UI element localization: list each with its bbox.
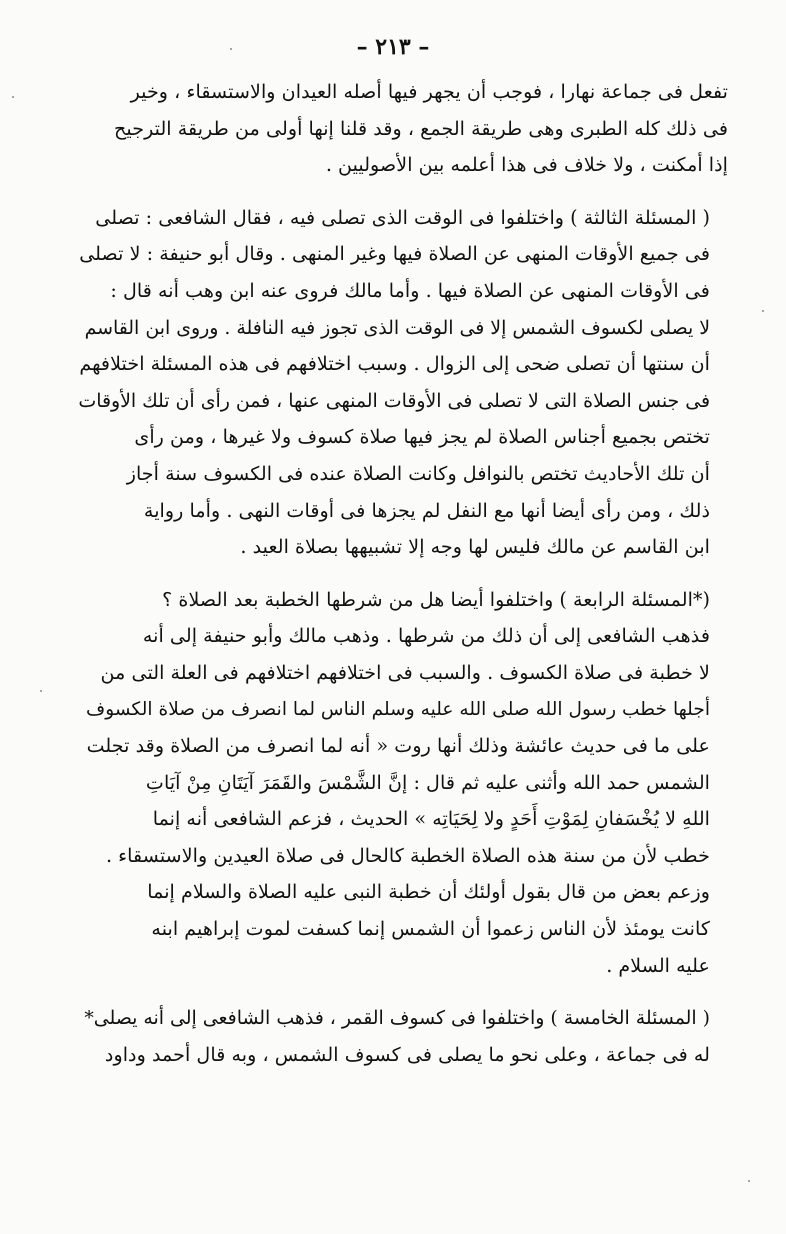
text-line: تفعل فى جماعة نهارا ، فوجب أن يجهر فيها أصله العيدان والاستسقاء ، وخير <box>130 80 728 103</box>
text-line: اللهِ لا يُخْسَفانِ لِمَوْتِ أَحَدٍ ولا لِحَيَاتِه » الحديث ، فزعم الشافعى أنه إنما <box>152 807 710 831</box>
text-line: ( المسئلة الثالثة ) واختلفوا فى الوقت الذى تصلى فيه ، فقال الشافعى : تصلى <box>95 205 710 229</box>
text-line: أن تلك الأحاديث تختص بالنوافل وكانت الصلاة عنده فى الكسوف سنة أجاز <box>126 461 710 485</box>
scan-speck <box>762 310 764 312</box>
text-line: تختص بجميع أجناس الصلاة لم يجز فيها صلاة كسوف ولا غيرها ، ومن رأى <box>134 425 710 449</box>
text-line: إذا أمكنت ، ولا خلاف فى هذا أعلمه بين الأصوليين . <box>325 153 728 177</box>
paragraph-1 <box>78 74 728 184</box>
text-line: على ما فى حديث عائشة وذلك أنها روت « أنه لما انصرف من الصلاة وقد تجلت <box>86 734 710 758</box>
scan-speck <box>230 48 232 50</box>
text-line: خطب لأن من سنة هذه الصلاة الخطبة كالحال فى صلاة العيدين والاستسقاء . <box>105 843 710 867</box>
text-line: ذلك ، ومن رأى أيضا أنها مع النفل لم يجزها فى أوقات النهى . وأما رواية <box>143 498 710 522</box>
text-line: وزعم بعض من قال بقول أولئك أن خطبة النبى عليه الصلاة والسلام إنما <box>147 880 710 904</box>
text-line: له فى جماعة ، وعلى نحو ما يصلى فى كسوف الشمس ، وبه قال أحمد وداود <box>104 1042 710 1066</box>
text-line: ابن القاسم عن مالك فليس لها وجه إلا تشبيهها بصلاة العيد . <box>240 535 710 559</box>
scan-speck <box>40 690 42 692</box>
text-line: لا خطبة فى صلاة الكسوف . والسبب فى اختلافهم اختلافهم فى العلة التى من <box>100 660 710 684</box>
text-line: فى الأوقات المنهى عن الصلاة فيها . وأما مالك فروى عنه ابن وهب أنه قال : <box>110 278 710 302</box>
paragraph-3-fourth-issue <box>78 582 728 985</box>
text-line: فذهب الشافعى إلى أن ذلك من شرطها . وذهب مالك وأبو حنيفة إلى أنه <box>142 624 710 648</box>
page-body <box>78 74 728 1073</box>
text-line: الشمس حمد الله وأثنى عليه ثم قال : إنَّ الشَّمْسَ والقَمَرَ آيَتَانِ مِنْ آيَاتِ <box>145 770 710 794</box>
text-line: لا يصلى لكسوف الشمس إلا فى الوقت الذى تجوز فيه النافلة . وروى ابن القاسم <box>84 316 710 339</box>
text-line: عليه السلام . <box>606 953 710 977</box>
scan-speck <box>12 96 14 98</box>
text-line: ( المسئلة الخامسة ) واختلفوا فى كسوف القمر ، فذهب الشافعى إلى أنه يصلى* <box>84 1007 710 1030</box>
text-line: فى جميع الأوقات المنهى عن الصلاة فيها وغير المنهى . وقال أبو حنيفة : لا تصلى <box>79 242 710 266</box>
text-line: كانت يومئذ لأن الناس زعموا أن الشمس إنما كسفت لموت إبراهيم ابنه <box>151 917 710 941</box>
paragraph-4-fifth-issue <box>78 1000 728 1073</box>
paragraph-2-third-issue <box>78 200 728 566</box>
text-line: أن سنتها أن تصلى ضحى إلى الزوال . وسبب اختلافهم فى هذه المسئلة اختلافهم <box>79 352 710 376</box>
text-line: أجلها خطب رسول الله صلى الله عليه وسلم الناس لما انصرف من صلاة الكسوف <box>85 698 710 720</box>
text-line: (*المسئلة الرابعة ) واختلفوا أيضا هل من شرطها الخطبة بعد الصلاة ؟ <box>162 587 710 611</box>
page-number: – ٢١٣ – <box>356 34 430 60</box>
scan-speck <box>748 1180 750 1182</box>
text-line: فى ذلك كله الطبرى وهى طريقة الجمع ، وقد قلنا إنها أولى من طريقة الترجيح <box>114 116 728 140</box>
text-line: فى جنس الصلاة التى لا تصلى فى الأوقات المنهى عنها ، فمن رأى أن تلك الأوقات <box>78 389 710 412</box>
